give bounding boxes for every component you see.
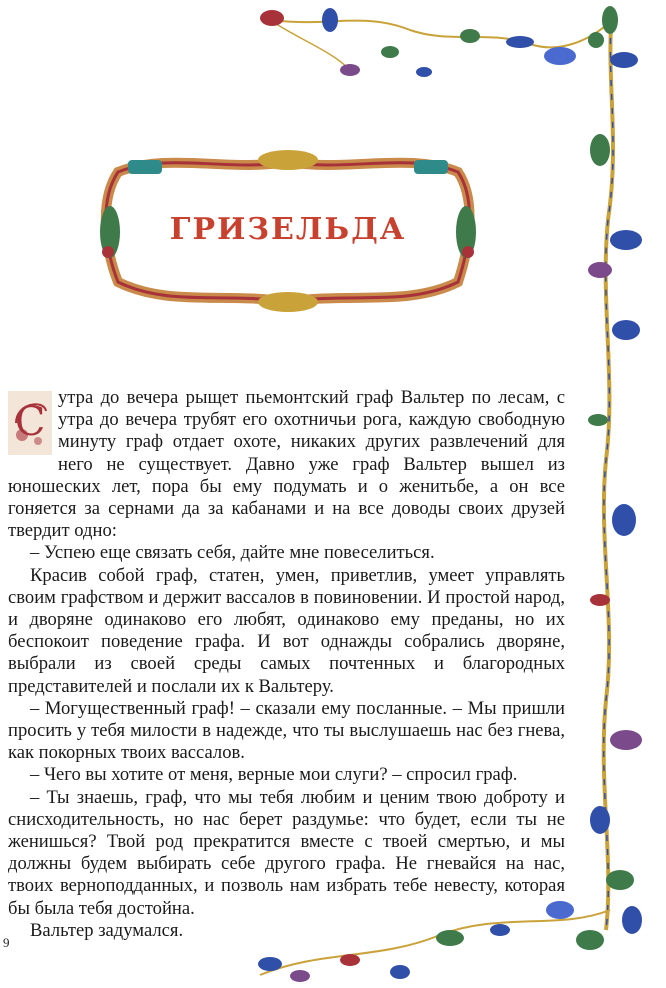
body-text bbox=[8, 387, 565, 942]
paragraph-5: – Чего вы хотите от меня, верные мои слуги? – спросил граф. bbox=[30, 764, 518, 786]
paragraph-7: Вальтер задумался. bbox=[30, 919, 184, 941]
paragraph-3: Красив собой граф, статен, умен, приветлив, умеет управлять своим графством и держит вассалов в повиновении. И простой народ, и дворяне одинаково его любят, одинаково ему преданы, но их беспокоит поведение графа. И вот однажды собрались дворяне, выбрали из своей среды самых почтенных и благородных представителей и послали их к Вальтеру. bbox=[8, 564, 565, 697]
paragraph-2: – Успею еще связать себя, дайте мне повеселиться. bbox=[30, 542, 435, 564]
chapter-title: ГРИЗЕЛЬДА bbox=[169, 212, 407, 247]
dropcap-ornament bbox=[8, 391, 52, 455]
paragraph-4: – Могущественный граф! – сказали ему посланные. – Мы пришли просить у тебя милости в надежде, что ты выслушаешь нас без гнева, как покорных твоих вассалов. bbox=[8, 697, 565, 764]
paragraph-1: утра до вечера рыщет пьемонтский граф Вальтер по лесам, с утра до вечера трубят его охотничьи рога, каждую свободную минуту граф отдает охоте, никаких других развлечений для него не существует. Давно уже граф Вальтер вышел из юношеских лет, пора бы ему подумать и о женитьбе, а он все гоняется за сернами да за кабанами и на все доводы своих друзей твердит одно: bbox=[8, 387, 565, 542]
page-number: 9 bbox=[3, 935, 10, 950]
right-leaves bbox=[588, 6, 642, 890]
top-vine bbox=[262, 18, 610, 47]
paragraph-6: – Ты знаешь, граф, что мы тебя любим и ценим твою доброту и снисходительность, но нас берет раздумье: что будет, если ты не женишься? Твой род прекратится вместе с твоей смертью, и мы должны будем выбирать себе другого графа. Не гневайся на нас, твоих верноподданных, и позволь нам избрать тебе невесту, которая бы была тебя достойна. bbox=[8, 786, 565, 919]
dropcap-letter: С bbox=[14, 399, 46, 445]
top-leaves bbox=[260, 8, 604, 77]
